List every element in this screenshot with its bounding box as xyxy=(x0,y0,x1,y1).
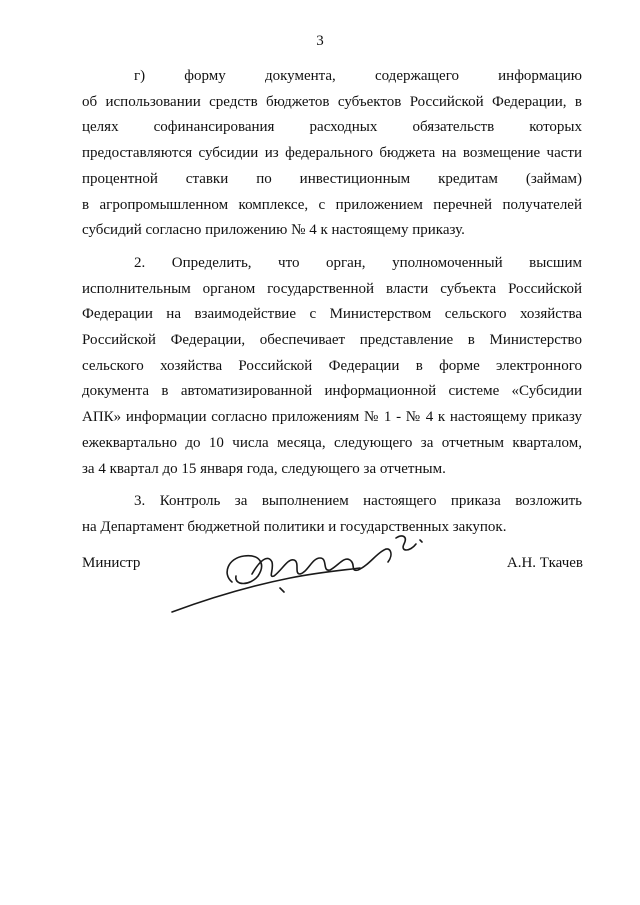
text-line: предоставляются субсидии из федерального бюджета на возмещение части xyxy=(82,145,582,162)
text-line: АПК» информации согласно приложениям № 1 - № 4 к настоящему приказу xyxy=(82,409,582,426)
handwritten-signature xyxy=(170,520,470,620)
text-line: документа в автоматизированной информационной системе «Субсидии xyxy=(82,383,582,400)
paragraph-g xyxy=(82,64,582,244)
text-line: Федерации на взаимодействие с Министерством сельского хозяйства xyxy=(82,306,582,323)
text-line: г) форму документа, содержащего информацию xyxy=(134,68,582,84)
text-line: исполнительным органом государственной власти субъекта Российской xyxy=(82,280,582,297)
text-line: в агропромышленном комплексе, с приложением перечней получателей xyxy=(82,196,582,213)
text-line: сельского хозяйства Российской Федерации в форме электронного xyxy=(82,357,582,374)
text-line: за 4 квартал до 15 января года, следующего за отчетным. xyxy=(82,460,446,477)
signatory-position: Министр xyxy=(82,555,141,571)
text-line: ежеквартально до 10 числа месяца, следующего за отчетным кварталом, xyxy=(82,434,582,451)
signatory-name: А.Н. Ткачев xyxy=(506,555,583,571)
text-line: Российской Федерации, обеспечивает представление в Министерство xyxy=(82,332,582,349)
text-line: целях софинансирования расходных обязательств которых xyxy=(82,119,582,136)
paragraph-2 xyxy=(82,251,582,482)
document-body xyxy=(82,64,582,541)
text-line: субсидий согласно приложению № 4 к настоящему приказу. xyxy=(82,222,465,239)
text-line: процентной ставки по инвестиционным кредитам (займам) xyxy=(82,170,582,187)
text-line: 2. Определить, что орган, уполномоченный высшим xyxy=(134,254,582,271)
text-line: об использовании средств бюджетов субъектов Российской Федерации, в xyxy=(82,93,582,110)
page-number: 3 xyxy=(316,33,324,49)
text-line: 3. Контроль за выполнением настоящего приказа возложить xyxy=(134,493,582,510)
text-line: на Департамент бюджетной политики и государственных закупок. xyxy=(82,518,507,535)
